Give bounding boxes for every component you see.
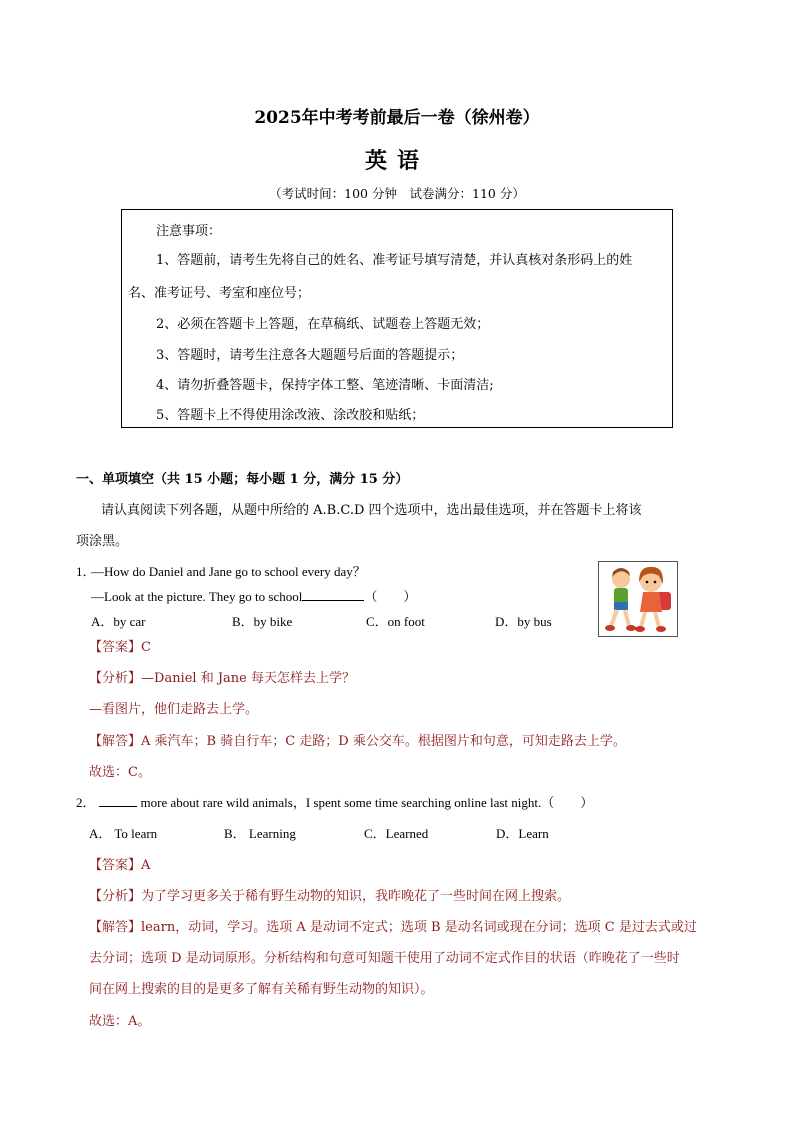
page-title: 2025年中考考前最后一卷（徐州卷） [254, 108, 540, 128]
q2-explain [89, 916, 697, 935]
q1-analysis-tag: 【分析】 [89, 671, 142, 686]
q2-explain-cont-1: 去分词；选项 D 是动词原形。分析结构和句意可知题干使用了动词不定式作目的状语（昨晚花了一些时 [89, 951, 680, 966]
q1-blank [302, 589, 364, 601]
q2-explain-text: learn，动词，学习。选项 A 是动词不定式；选项 B 是动名词或现在分词；选项 C 是过去式或过 [141, 920, 697, 935]
notice-item-1-cont: 名、准考证号、考室和座位号； [128, 286, 311, 301]
q2-option-c: C．Learned [364, 826, 429, 841]
kids-walking-icon [598, 561, 678, 637]
q2-blank [99, 795, 137, 807]
q2-option-d: D．Learn [496, 826, 549, 841]
q1-line1: —How do Daniel and Jane go to school every day？ [91, 564, 366, 579]
notice-item-2: 2、必须在答题卡上答题，在草稿纸、试题卷上答题无效； [156, 317, 490, 332]
section-instruction: 请认真阅读下列各题，从题中所给的 A.B.C.D 四个选项中，选出最佳选项，并在答题卡上将该 [101, 503, 642, 518]
section-heading: 一、单项填空（共 15 小题；每小题 1 分，满分 15 分） [76, 472, 409, 487]
q1-line2-text: —Look at the picture. They go to school [91, 589, 303, 604]
q1-line2 [91, 586, 416, 605]
section-instruction-cont: 项涂黑。 [76, 534, 129, 549]
q1-option-d: D．by bus [495, 614, 552, 629]
notice-item-4: 4、请勿折叠答题卡，保持字体工整、笔迹清晰、卡面清洁; [156, 378, 494, 393]
q1-explain-tag: 【解答】 [89, 734, 142, 749]
notice-item-5: 5、答题卡上不得使用涂改液、涂改胶和贴纸； [156, 408, 425, 423]
q2-option-a: A． To learn [89, 826, 158, 841]
q2-explain-tag: 【解答】 [89, 920, 142, 935]
q2-analysis [89, 885, 570, 904]
q1-analysis-text: —Daniel 和 Jane 每天怎样去上学？ [141, 671, 355, 686]
notice-item-3: 3、答题时，请考生注意各大题题号后面的答题提示； [156, 348, 464, 363]
q1-paren: （ ） [364, 589, 417, 604]
q2-analysis-text: 为了学习更多关于稀有野生动物的知识，我昨晚花了一些时间在网上搜索。 [141, 889, 571, 904]
exam-meta: （考试时间：100 分钟 试卷满分：110 分） [269, 186, 525, 201]
q2-explain-cont-2: 间在网上搜索的目的是更多了解有关稀有野生动物的知识）。 [89, 982, 434, 997]
notice-heading: 注意事项： [156, 224, 222, 239]
q1-option-c: C．on foot [366, 614, 425, 629]
q2-line [76, 792, 593, 811]
q1-answer: 【答案】C [89, 640, 151, 655]
q1-explain-text: A 乘汽车；B 骑自行车；C 走路；D 乘公交车。根据图片和句意，可知走路去上学。 [141, 734, 626, 749]
q2-choice: 故选：A。 [89, 1014, 151, 1029]
q2-number: 2． [76, 795, 96, 810]
q2-analysis-tag: 【分析】 [89, 889, 142, 904]
notice-item-1: 1、答题前，请考生先将自己的姓名、准考证号填写清楚，并认真核对条形码上的姓 [156, 253, 633, 268]
q2-answer: 【答案】A [89, 858, 151, 873]
q2-option-b: B． Learning [224, 826, 296, 841]
q1-analysis-cont: —看图片，他们走路去上学。 [89, 702, 259, 717]
q2-stem: more about rare wild animals，I spent some time searching online last night.（ ） [140, 795, 594, 810]
q1-analysis [89, 667, 355, 686]
q1-option-b: B．by bike [232, 614, 293, 629]
subject-title: 英语 [364, 148, 429, 174]
q1-number: 1． [76, 564, 96, 579]
q1-choice: 故选：C。 [89, 765, 151, 780]
notice-box [121, 209, 673, 428]
q1-explain [89, 730, 626, 749]
q1-option-a: A．by car [91, 614, 146, 629]
